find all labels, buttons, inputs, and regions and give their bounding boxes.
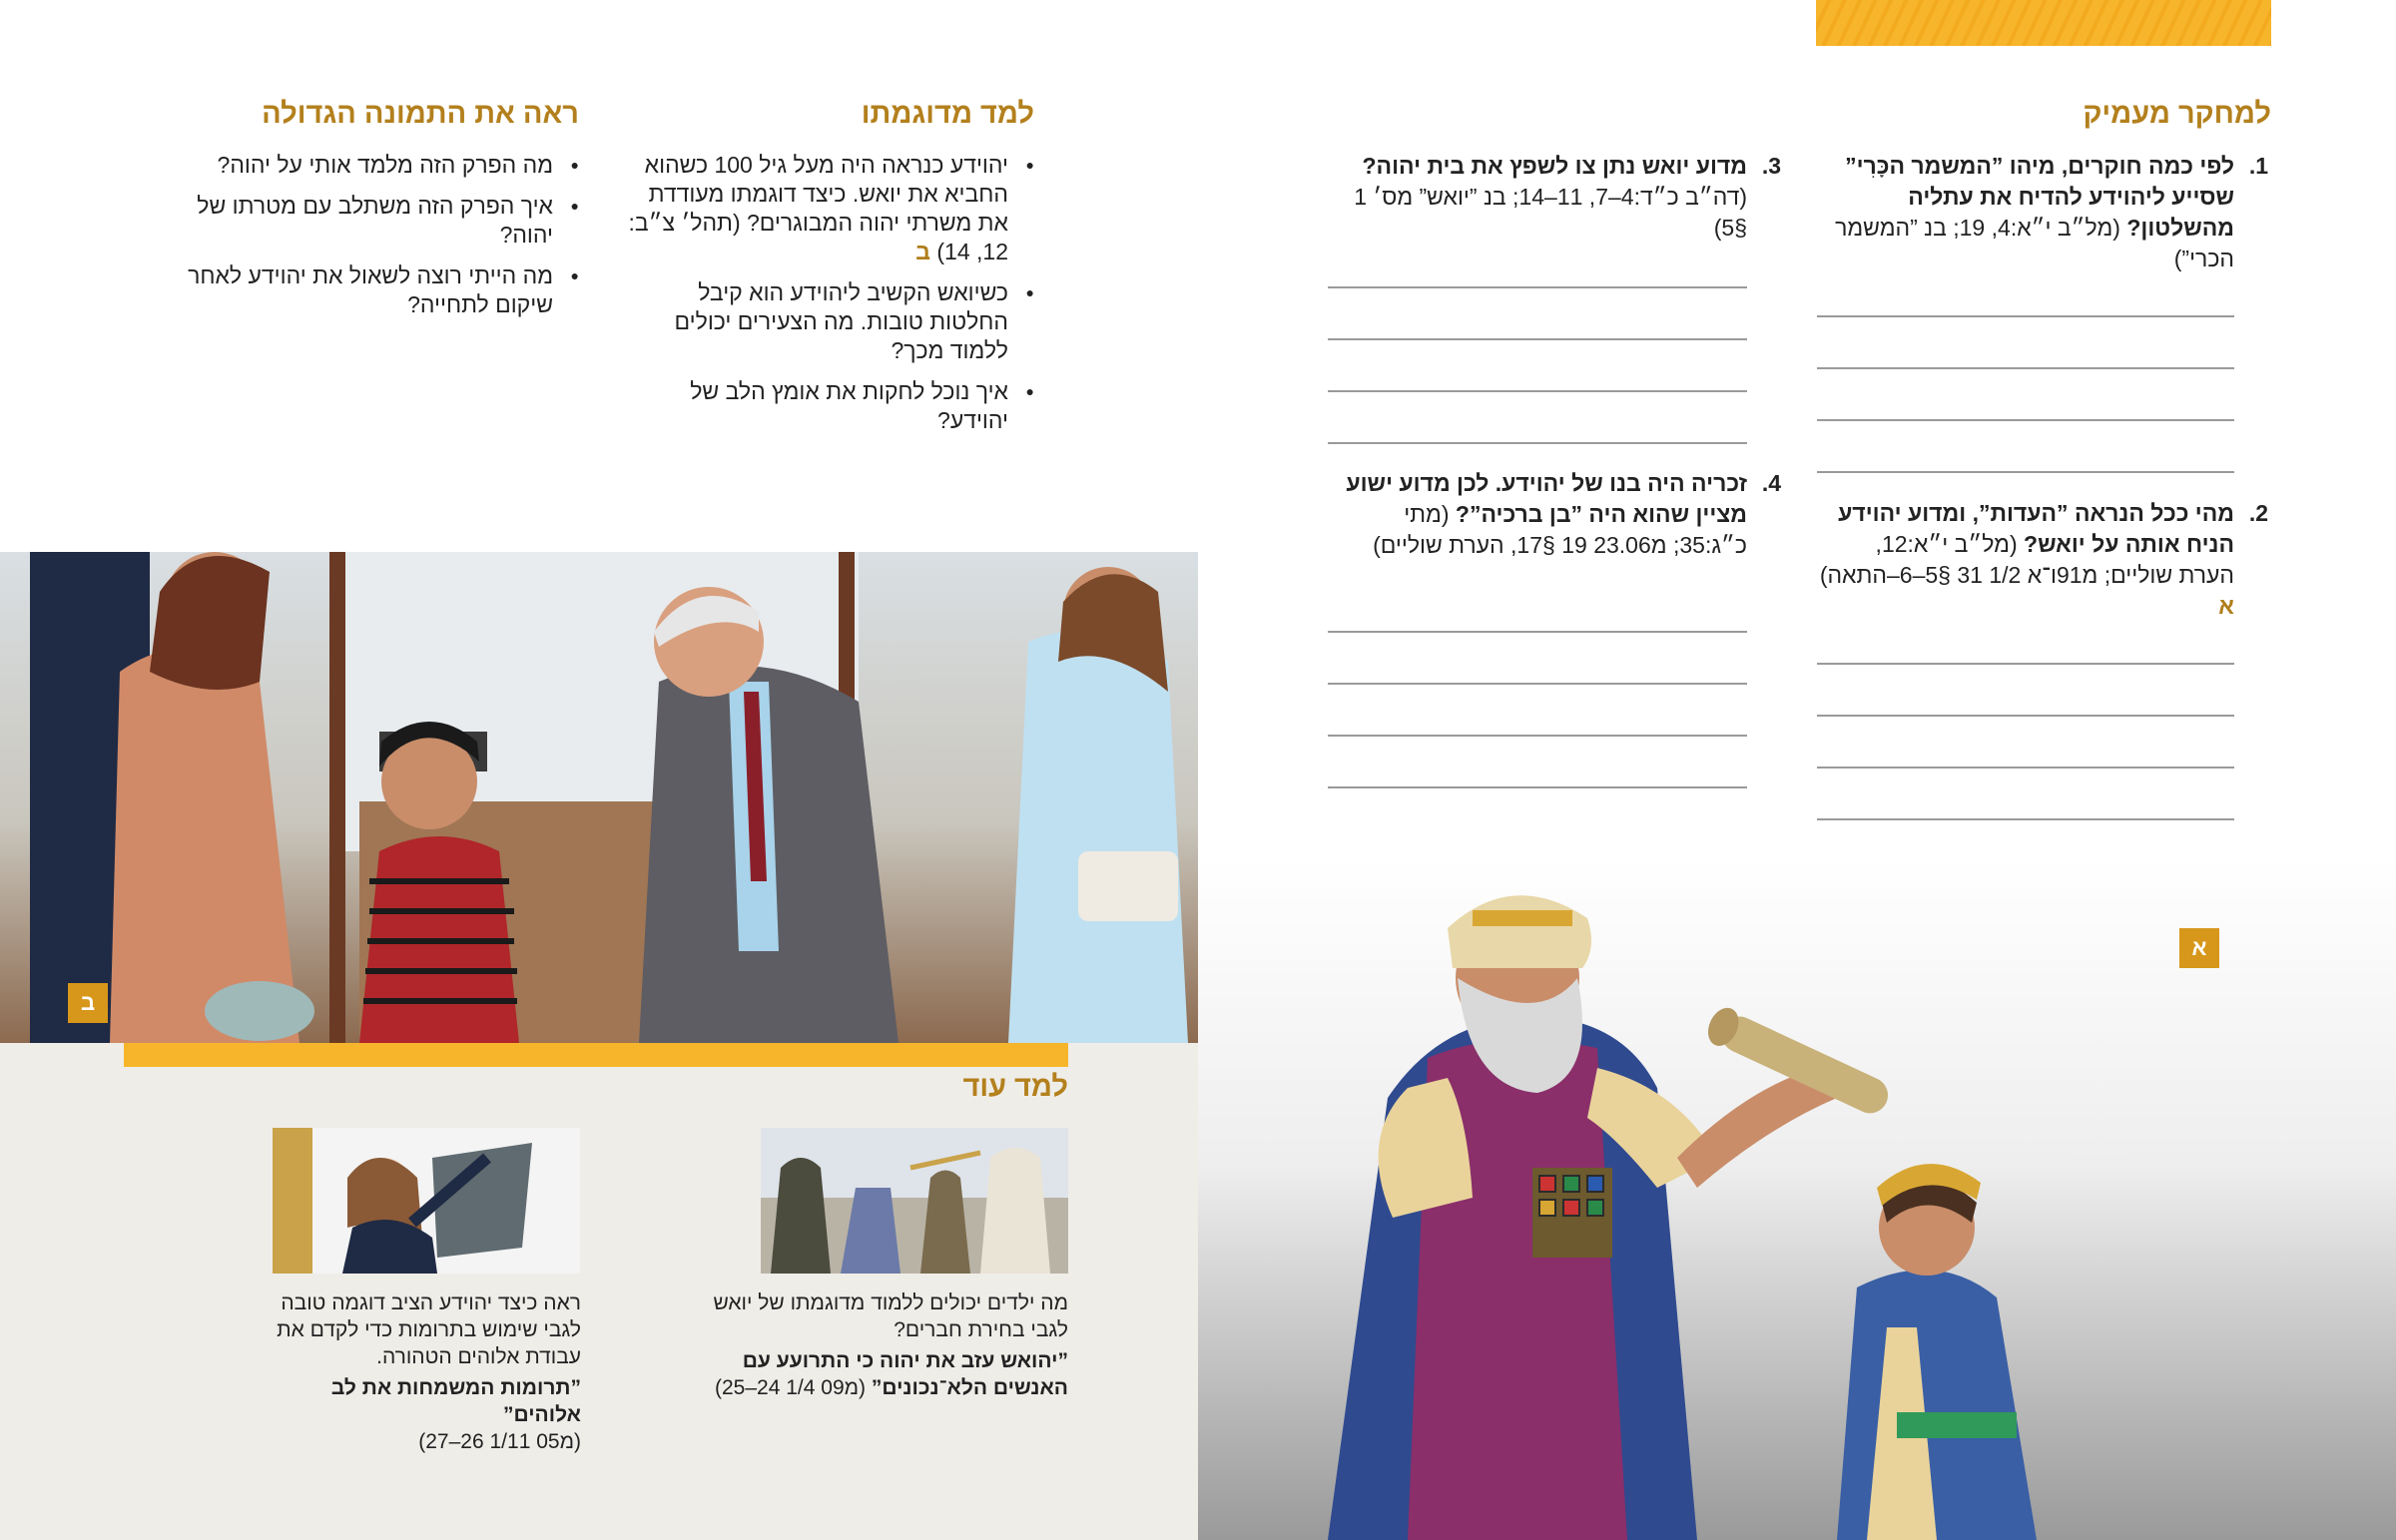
question-number: 3. xyxy=(1761,153,1781,179)
learn-example-heading: למד מדוגמתו xyxy=(861,98,1034,130)
question-3 xyxy=(1328,151,1781,244)
learn-more-item-2 xyxy=(252,1289,581,1455)
answer-line[interactable] xyxy=(1328,631,1747,633)
article-reference: (מ09 1/4 24–25) xyxy=(714,1376,867,1399)
photo-badge: ב xyxy=(68,983,108,1023)
list-item: ● איך הפרק הזה משתלב עם מטרתו של יהוה? xyxy=(160,192,579,250)
big-picture-heading: ראה את התמונה הגדולה xyxy=(262,98,579,130)
question-1 xyxy=(1815,151,2268,274)
answer-line[interactable] xyxy=(1328,442,1747,444)
answer-line[interactable] xyxy=(1817,818,2234,820)
answer-line[interactable] xyxy=(1328,390,1747,392)
article-title-link[interactable]: ”תרומות המשמחות את לב אלוהים” xyxy=(330,1376,581,1426)
question-4 xyxy=(1328,468,1781,561)
learn-more-item-text: מה ילדים יכולים ללמוד מדוגמתו של יואש לגבי בחירת חברים? xyxy=(713,1291,1068,1341)
question-reference: (מל״ב י״א:12, הערת שוליים; מ91ו־א 1/2 31 §5–6–התאה) xyxy=(1819,531,2234,588)
learn-more-item-1 xyxy=(689,1289,1068,1401)
illustration-badge: א xyxy=(2179,928,2219,968)
question-reference: (דה״ב כ״ד:4–7, 11–14; בנ ”יואש” מס׳ 1 §5) xyxy=(1354,184,1747,241)
question-text: זכריה היה בנו של יהוידע. לכן מדוע ישוע מציין שהוא היה ”בן ברכיה”? xyxy=(1346,470,1747,527)
big-picture-list xyxy=(160,151,579,331)
answer-line[interactable] xyxy=(1817,471,2234,473)
question-text: מדוע יואש נתן צו לשפץ את בית יהוה? xyxy=(1362,153,1747,179)
answer-line[interactable] xyxy=(1328,286,1747,288)
article-reference: (מ05 1/11 26–27) xyxy=(418,1430,581,1453)
illustration-marker: א xyxy=(2218,593,2234,619)
question-reference: (מתי כ״ג:35; מ23.06 19 §17, הערת שוליים) xyxy=(1373,501,1747,558)
question-text: לפי כמה חוקרים, מיהו ”המשמר הכָּרִי” שסייע ליהוידע להדיח את עתליה מהשלטון? xyxy=(1845,153,2234,241)
question-number: 2. xyxy=(2248,500,2268,526)
list-item: ● איך נוכל לחקות את אומץ הלב של יהוידע? xyxy=(615,377,1034,435)
question-number: 4. xyxy=(1761,470,1781,496)
article-title-link[interactable]: ”יהואש עזב את יהוה כי התרועע עם האנשים הלא־נכונים” xyxy=(742,1349,1068,1399)
answer-line[interactable] xyxy=(1817,367,2234,369)
battle-thumbnail[interactable] xyxy=(761,1128,1068,1274)
answer-line[interactable] xyxy=(1328,683,1747,685)
decorative-top-bar xyxy=(1816,0,2271,46)
answer-line[interactable] xyxy=(1817,419,2234,421)
photo-marker: ב xyxy=(915,239,930,264)
answer-line[interactable] xyxy=(1817,663,2234,665)
list-item: ● כשיואש הקשיב ליהוידע הוא קיבל החלטות טובות. מה הצעירים יכולים ללמוד מכך? xyxy=(615,278,1034,365)
deep-study-heading: למחקר מעמיק xyxy=(2083,98,2271,130)
question-number: 1. xyxy=(2248,153,2268,179)
learn-more-item-text: ראה כיצד יהוידע הציב דוגמה טובה לגבי שימוש בתרומות כדי לקדם את עבודת אלוהים הטהורה. xyxy=(277,1291,581,1368)
list-item: ● מה הייתי רוצה לשאול את יהוידע לאחר שיקום לתחייה? xyxy=(160,261,579,319)
question-reference: (מל״ב י״א:4, 19; בנ ”המשמר הכרי”) xyxy=(1835,215,2234,271)
list-item: ● מה הפרק הזה מלמד אותי על יהוה? xyxy=(160,151,579,180)
answer-line[interactable] xyxy=(1328,786,1747,788)
learn-more-heading: למד עוד xyxy=(962,1071,1068,1103)
list-item: ● יהוידע כנראה היה מעל גיל 100 כשהוא החביא את יואש. כיצד דוגמתו מעודדת את משרתי יהוה המבוגרים? (תהל׳ צ״ב: 12, 14) ב xyxy=(615,151,1034,266)
answer-line[interactable] xyxy=(1328,338,1747,340)
answer-line[interactable] xyxy=(1817,315,2234,317)
congregation-photo xyxy=(0,552,1198,1043)
question-text: מהי ככל הנראה ”העדות”, ומדוע יהוידע הניח אותה על יואש? xyxy=(1838,500,2234,557)
girl-donation-thumbnail[interactable] xyxy=(273,1128,580,1274)
answer-line[interactable] xyxy=(1817,715,2234,717)
answer-line[interactable] xyxy=(1328,735,1747,737)
learn-example-list xyxy=(615,151,1034,447)
priest-crowning-king-illustration xyxy=(1298,858,2196,1540)
answer-line[interactable] xyxy=(1817,767,2234,769)
learn-more-accent-bar xyxy=(124,1043,1068,1067)
question-2 xyxy=(1815,498,2268,622)
